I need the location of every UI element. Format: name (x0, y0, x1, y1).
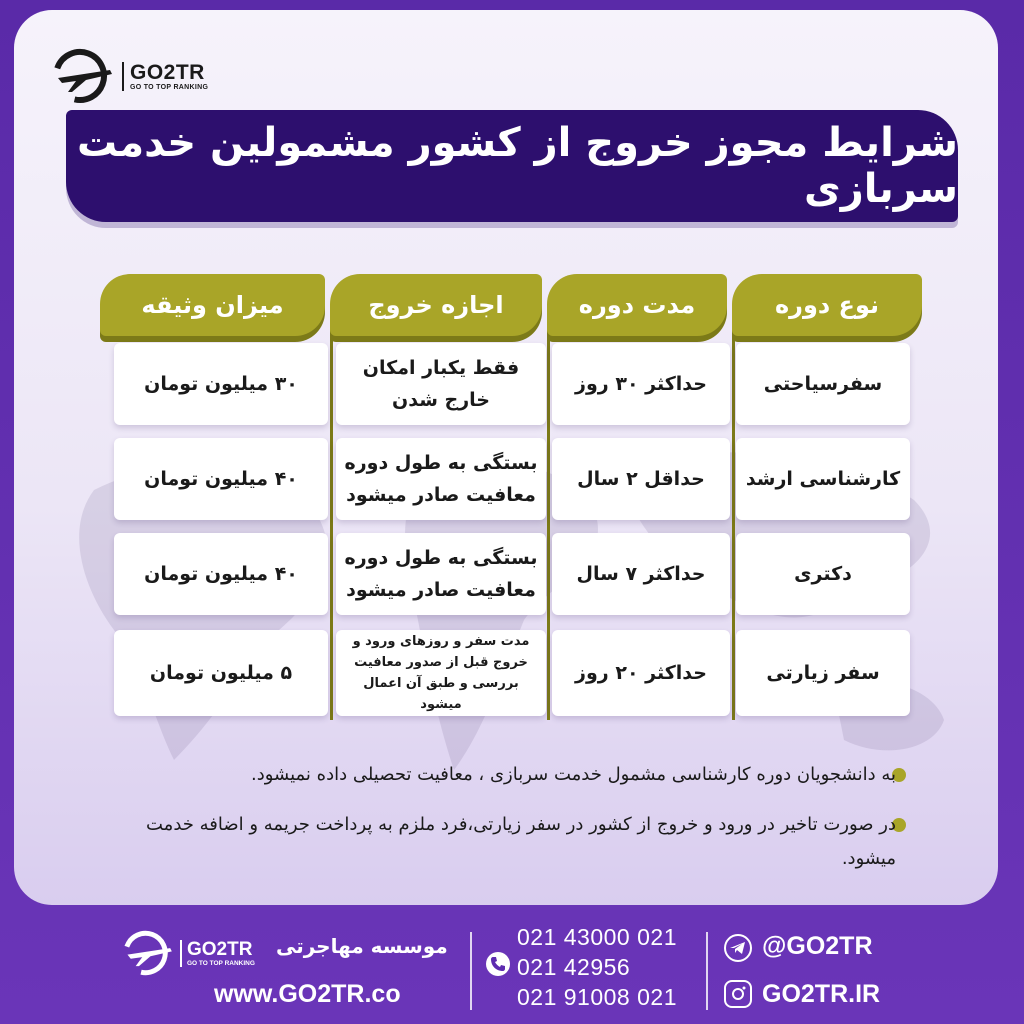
table-cell: حداقل ۲ سال (552, 438, 730, 520)
phone-number[interactable]: 021 42956 (517, 954, 631, 980)
table-cell: کارشناسی ارشد (736, 438, 910, 520)
phone-number[interactable]: 021 43000 021 (517, 924, 677, 950)
logo-plane-icon (122, 930, 174, 976)
footer-divider (470, 932, 472, 1010)
footer-brand-logo (122, 930, 255, 976)
instagram-handle[interactable]: GO2TR.IR (762, 980, 881, 1008)
table-cell: مدت سفر و روزهای ورود و خروج قبل از صدور معافیت بررسی و طبق آن اعمال میشود (336, 630, 546, 716)
footer-divider (706, 932, 708, 1010)
table-cell: ۴۰ میلیون تومان (114, 533, 328, 615)
logo-plane-icon (52, 48, 114, 104)
brand-name: GO2TR (130, 60, 205, 84)
table-cell: حداکثر ۷ سال (552, 533, 730, 615)
table-cell: ۳۰ میلیون تومان (114, 343, 328, 425)
table-cell: دکتری (736, 533, 910, 615)
table-cell: حداکثر ۲۰ روز (552, 630, 730, 716)
website-link[interactable]: www.GO2TR.co (214, 980, 401, 1008)
brand-logo (52, 46, 208, 106)
note-text: در صورت تاخیر در ورود و خروج از کشور در سفر زیارتی،فرد ملزم به پرداخت جریمه و اضافه خدمت میشود. (146, 814, 896, 869)
page-title: شرایط مجوز خروج از کشور مشمولین خدمت سربازی (66, 110, 958, 222)
header-duration: مدت دوره (547, 274, 727, 336)
table-cell: حداکثر ۳۰ روز (552, 343, 730, 425)
phone-number[interactable]: 021 91008 021 (517, 984, 677, 1010)
instagram-icon[interactable] (724, 980, 752, 1008)
header-bail-amount: میزان وثیقه (100, 274, 325, 336)
column-divider (732, 320, 735, 720)
table-cell: سفرسیاحتی (736, 343, 910, 425)
footer-brand-tagline: GO TO TOP RANKING (187, 959, 255, 967)
table-cell: بستگی به طول دوره معافیت صادر میشود (336, 438, 546, 520)
footer-brand-name: GO2TR (187, 938, 253, 960)
brand-tagline: GO TO TOP RANKING (130, 83, 209, 91)
telegram-handle[interactable]: @GO2TR (762, 932, 873, 960)
table-cell: سفر زیارتی (736, 630, 910, 716)
table-cell: ۵ میلیون تومان (114, 630, 328, 716)
phone-icon (486, 952, 510, 976)
header-course-type: نوع دوره (732, 274, 922, 336)
table-cell: فقط یکبار امکان خارج شدن (336, 343, 546, 425)
column-divider (547, 320, 550, 720)
table-cell: ۴۰ میلیون تومان (114, 438, 328, 520)
header-exit-permit: اجازه خروج (330, 274, 542, 336)
column-divider (330, 320, 333, 720)
table-cell: بستگی به طول دوره معافیت صادر میشود (336, 533, 546, 615)
institute-label: موسسه مهاجرتی (276, 934, 448, 958)
telegram-icon[interactable] (724, 934, 752, 962)
note-text: به دانشجویان دوره کارشناسی مشمول خدمت سربازی ، معافیت تحصیلی داده نمیشود. (250, 764, 896, 785)
